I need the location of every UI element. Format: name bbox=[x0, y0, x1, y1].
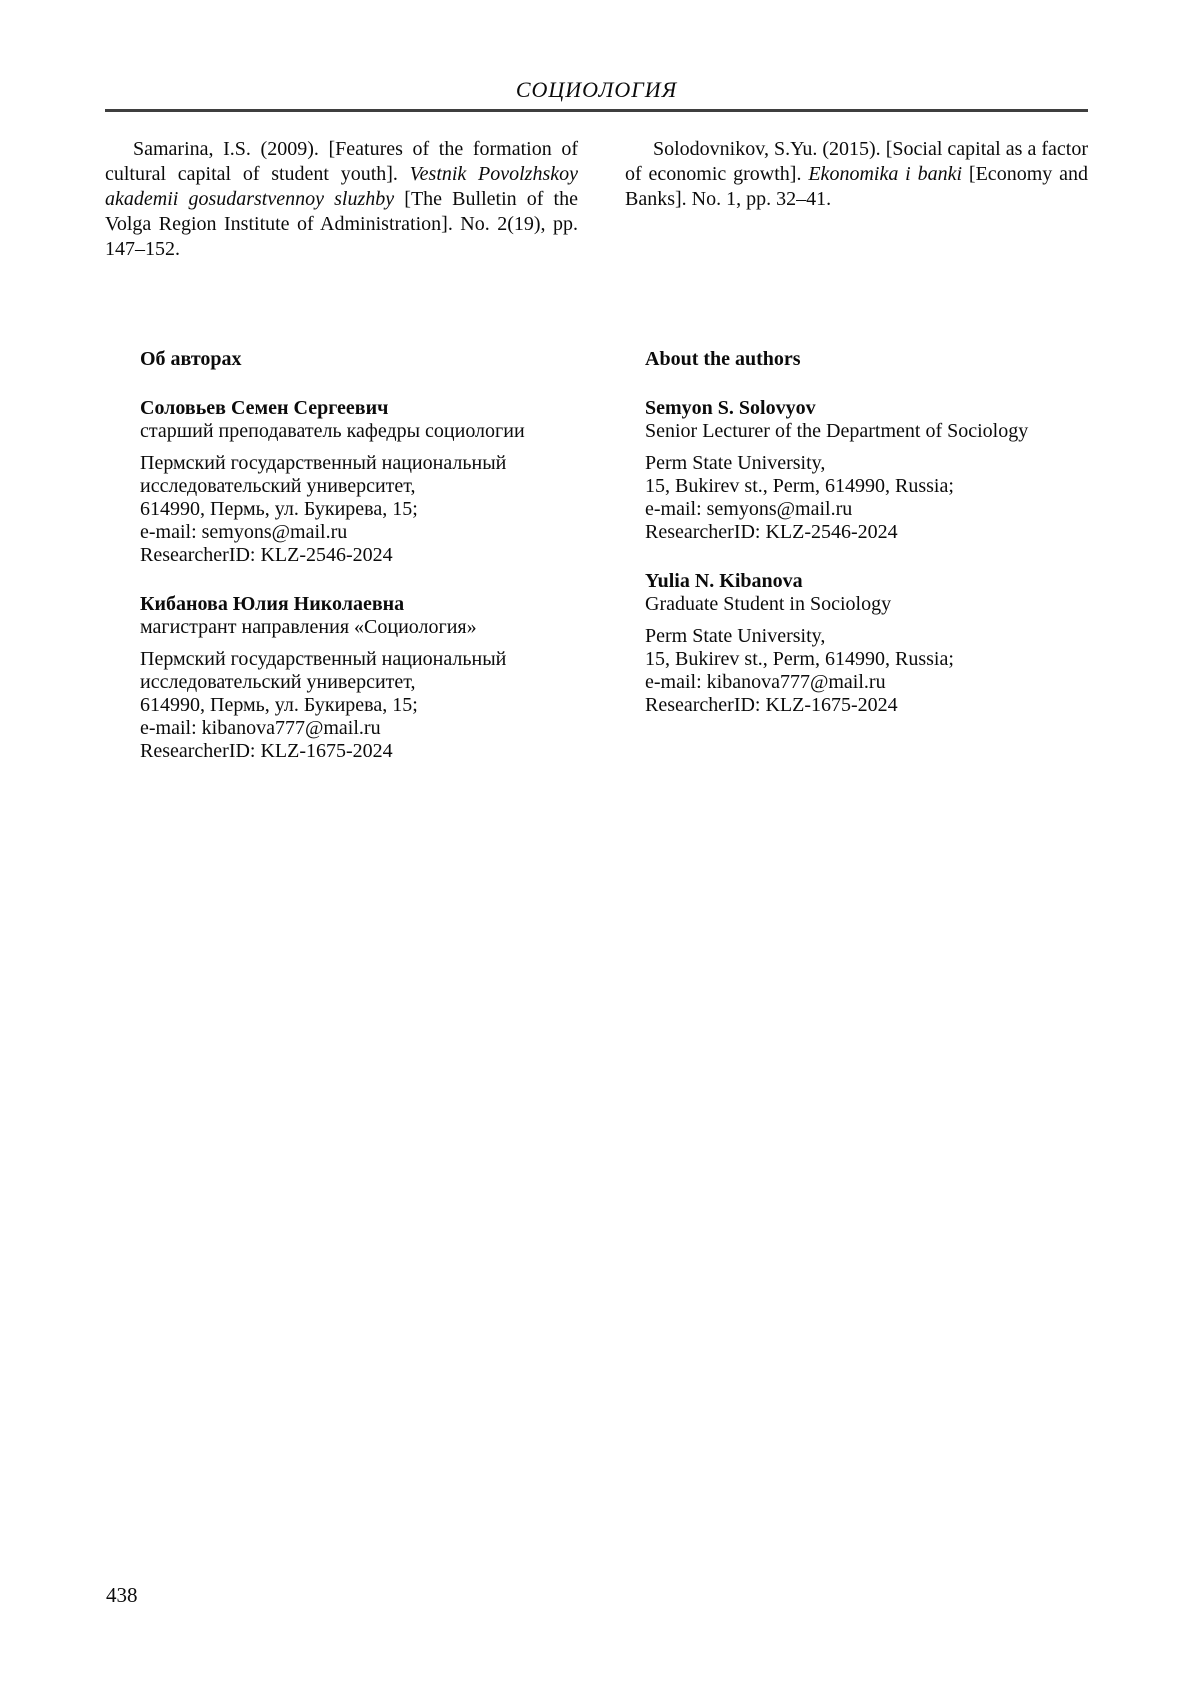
author-name: Semyon S. Solovyov bbox=[645, 397, 816, 419]
reference-solodovnikov bbox=[625, 137, 1088, 262]
author-name: Соловьев Семен Сергеевич bbox=[140, 397, 389, 419]
author-name: Кибанова Юлия Николаевна bbox=[140, 593, 405, 615]
reference-samarina bbox=[105, 137, 578, 262]
author-block-ru-solovyov bbox=[140, 397, 578, 567]
reference-text: Samarina, I.S. (2009). [Features of the formation of cultural capital of student youth]. bbox=[105, 138, 578, 185]
page-number: 438 bbox=[106, 1583, 138, 1607]
about-authors-column-en bbox=[625, 348, 1088, 763]
about-authors-section bbox=[105, 348, 1088, 763]
author-affiliation: Пермский государственный национальный исследовательский университет, 614990, Пермь, ул. Букирева, 15; e-mail: semyons@mail.ru ResearcherID: KLZ-2546-2024 bbox=[140, 452, 507, 566]
author-affiliation: Perm State University, 15, Bukirev st., Perm, 614990, Russia; e-mail: semyons@mail.ru ResearcherID: KLZ-2546-2024 bbox=[645, 452, 954, 543]
about-authors-heading-en: About the authors bbox=[645, 348, 801, 370]
references-section bbox=[105, 137, 1088, 262]
reference-text: Solodovnikov, S.Yu. (2015). [Social capital as a factor of economic growth]. bbox=[625, 138, 1088, 185]
author-role: магистрант направления «Социология» bbox=[140, 616, 477, 638]
reference-text: [Economy and Banks]. No. 1, pp. 32–41. bbox=[625, 163, 1088, 210]
author-block-en-solovyov bbox=[645, 397, 1088, 544]
about-authors-column-ru bbox=[105, 348, 578, 763]
author-name: Yulia N. Kibanova bbox=[645, 570, 803, 592]
author-role: старший преподаватель кафедры социологии bbox=[140, 420, 525, 442]
page-content bbox=[0, 0, 1200, 763]
author-block-en-kibanova bbox=[645, 570, 1088, 717]
author-block-ru-kibanova bbox=[140, 593, 578, 763]
reference-text: [The Bulletin of the Volga Region Institute of Administration]. No. 2(19), pp. 147–152. bbox=[105, 188, 578, 260]
reference-journal-title: Ekonomika i banki bbox=[808, 163, 963, 185]
author-affiliation: Пермский государственный национальный исследовательский университет, 614990, Пермь, ул. Букирева, 15; e-mail: kibanova777@mail.ru ResearcherID: KLZ-1675-2024 bbox=[140, 648, 507, 762]
author-role: Senior Lecturer of the Department of Sociology bbox=[645, 420, 1029, 442]
author-affiliation: Perm State University, 15, Bukirev st., Perm, 614990, Russia; e-mail: kibanova777@mail.ru ResearcherID: KLZ-1675-2024 bbox=[645, 625, 954, 716]
about-authors-heading-ru: Об авторах bbox=[140, 348, 242, 370]
journal-section-header: СОЦИОЛОГИЯ bbox=[515, 77, 678, 102]
author-role: Graduate Student in Sociology bbox=[645, 593, 892, 615]
header-rule bbox=[105, 109, 1088, 112]
reference-journal-title: Vestnik Povolzhskoy akademii gosudarstvennoy sluzhby bbox=[105, 163, 578, 210]
